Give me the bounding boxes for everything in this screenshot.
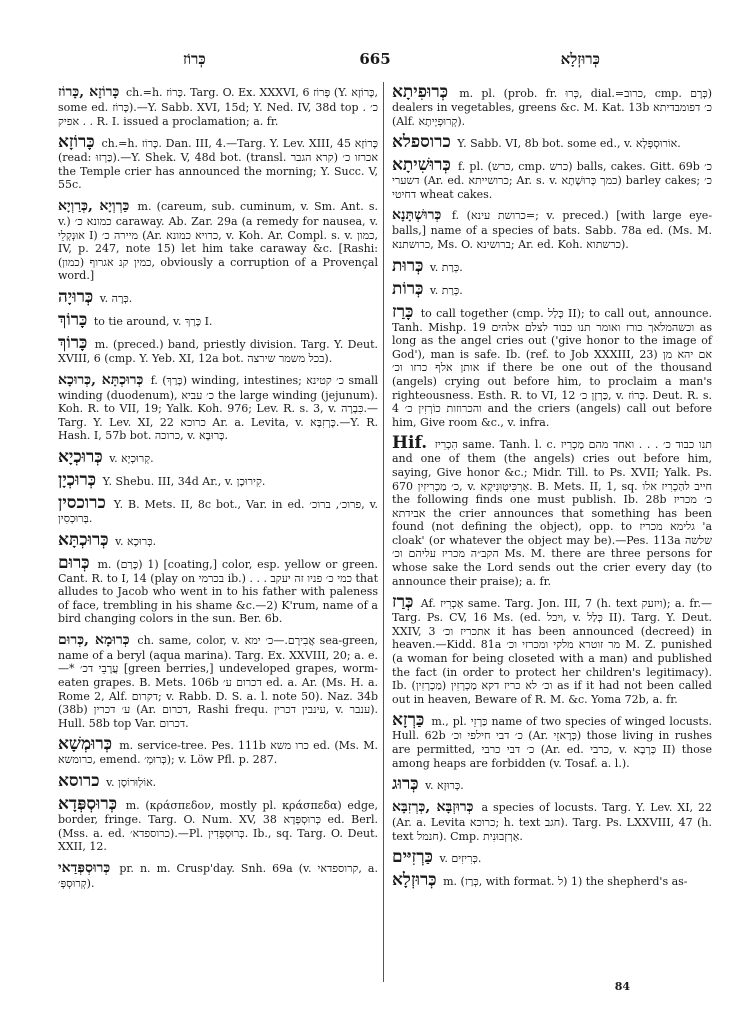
entry-headword: כְּרוּכְתָּא [58,529,109,550]
dictionary-entry [392,301,713,430]
entry-headword: כְּרוּג [392,774,419,795]
entry-headword: כָּרוֹךְ [58,332,88,353]
entry-headword: Hif. [392,433,428,454]
entry-definition: m. (preced.) band, priestly division. Targ. Y. Deut. XVIII, 6 (cmp. Y. Yeb. XI, 12a bot. בכל משמר שירצה). [58,337,378,365]
entry-definition: Y. Sabb. VI, 8b bot. some ed., v. אוֹרוּסְפְּלָא. [457,137,681,151]
entry-definition: a species of locusts. Targ. Y. Lev. XI, 22 (Ar. a. Levita כרוכא; h. text חגב). Targ. Ps. LXXVIII, 47 (h. text חנמל). Cmp. אַרְזְבוּנִית. [392,801,712,843]
signature-mark: 84 [614,980,630,993]
dictionary-entry [58,332,378,366]
entry-definition: v. קְרוּכְיָא. [109,451,154,465]
entry-definition: Y. Shebu. III, 34d Ar., v. קִירוּכָן. [102,474,266,488]
entry-definition: v. אוֹלְוּרוֹסָן. [106,776,157,790]
entry-definition: to tie around, v. כָּרַךְ I. [93,314,213,328]
dictionary-entry [392,278,712,299]
entry-definition: הִכְרִיז same. Tanh. l. c. תנו כבוד כ׳ . . . ואחד מהם מַכְרִיז and one of them (the angels) cries out before him, saying, Give honor &c.; Midr. Till. to Ps. XVII; Yalk. Ps. 670 כ׳ מַכְרִיזִין, v. אַרְכִּיטְוּנִיקָא. B. Mets. II, 1, sq. חייב להַכְרִיז אלו the following finds one must publish. Ib. 28b כ׳ מכריז אבידתא the crier announces that something has been found (not defining the object), opp. to גלימא מכריז 'a cloak' (or whatever the object may be).—Pes. 113a שלשה הקב״ה מכריז עליהם וכ׳ Ms. M. there are three persons for whose sake the Lord sends out the crier every day (to announce their praise); a. fr. [392,438,713,588]
right-column [392,84,712,895]
entry-definition: m. (כָּרַם) 1) [coating,] color, esp. yellow or green. Cant. R. to I, 14 (play on בכרמי ib.) . . . כמי כ׳ פניו זה יעקב that alludes to Jacob who went in to his father with paleness of face, trembling in his shame &c.—2) K'rum, name of a bird changing colors in the sun. Ber. 6b. [58,557,379,626]
entry-headword: כְּרוּם [58,552,90,573]
dictionary-entry [58,134,378,192]
dictionary-entry [58,286,378,307]
entry-headword: כְּרוּשִׁיתָא [392,155,451,176]
header-left-catchword: כְּרוֹז [183,50,206,68]
entry-definition: v. כְּרַת. [429,283,463,297]
entry-headword: כַּרְוְיָא ,כְּרַוְיָא [58,197,130,214]
left-column [58,84,378,896]
entry-headword: כְּרוּיָה [58,286,94,307]
dictionary-entry [392,594,712,706]
entry-definition: v. כְּרַת. [429,260,463,274]
entry-headword: כָּרוֹזָא [58,132,95,153]
entry-definition: ch. same, color, v. אֲבִירָם.—כ׳ ימא sea-green, name of a beryl (aqua marina). Targ. Ex. XXVIII, 20; a. e.—* עֲרָבֵי דכ׳ [green berries,] undeveloped grapes, worm-eaten grapes. B. Mets. 106b דכרום ע׳ ed. a. Ar. (Ms. H. a. Rome 2, Alf. דקרום; v. Rabb. D. S. a. l. note 50). Naz. 34b (38b) ע׳ דכרין (Ar. דכרום, Rashi frequ. עינבין דכרין, v. ענבר). Hull. 58b top Var. דכרום. [58,633,379,730]
entry-definition: v. כְּרָה. [99,291,133,305]
entry-definition: Y. B. Mets. II, 8c bot., Var. in ed. פרוכ׳, ברוכ׳, v. בְּרוּכְסִין. [58,497,379,525]
dictionary-entry [392,255,712,276]
dictionary-entry [58,309,378,330]
dictionary-entry [58,773,378,790]
entry-headword: כְּרוּמָא ,כְּרוּם [58,631,130,648]
entry-headword: כָּרַז [392,301,414,322]
entry-headword: כרוכסין [58,492,106,513]
entry-headword: כְּרוּמְשָׁא [58,734,113,755]
header-right-catchword: כְּרוּזְלָא [560,50,600,68]
dictionary-entry [58,492,379,526]
entry-definition: f. pl. (כרש, cmp. כרש) balls, cakes. Gitt. 69b כ׳ דשערי (Ar. ed. כרושייתא; Ar. s. v. כמך כְּרוּשָׁתָא) barley cakes; כ׳ דחיטי wheat cakes. [392,160,712,201]
entry-headword: כָּרוֹךְ [58,309,88,330]
entry-definition: m. (careum, sub. cuminum, v. Sm. Ant. s. v.) כמונא כ׳ caraway. Ab. Zar. 29a (a remedy for nausea, v. אוּנְקְלֵי I) מיירה כ׳ (Ar. כרויא כמונא, v. Koh. Ar. Compl. s. v. כמון, IV, p. 247, note 15) let him take caraway &c. [Rashi: (כמון) כמין קנ אגרוף, obviously a corruption of a Provençal word.] [58,199,379,283]
entry-headword: כָּרוֹזָא ,כָּרוֹז [58,84,120,100]
entry-definition: f. (כרושת עינא=; v. preced.) [with large eye-balls,] name of a species of bats. Sabb. 78a ed. (Ms. M. כרושתנא, Ms. O. ברושינא; Ar. ed. Koh. כרשתוא). [392,209,713,251]
entry-headword: כְּרַז [392,592,414,613]
entry-definition: ch.=h. כָּרוֹז. Dan. III, 4.—Targ. Y. Lev. XIII, 45 כָּרוֹזָא (read: כַּרְזוּ).—Y. Shek. V, 48d bot. (transl. קרא הגבר) אכרזו כ׳ the Temple crier has announced the morning; Y. Succ. V, 55c. [58,137,379,192]
dictionary-entry [58,198,378,283]
entry-definition: f. (כָּרַךְ) winding, intestines; כ׳ קטינא small winding (duodenum), כ׳ עביא the large winding (jejunum). Koh. R. to VII, 19; Yalk. Koh. 976; Lev. R. s. 3, v. כִּבְרָה.—Targ. Y. Lev. XI, 22 כרוכא Ar. a. Levita, v. כָּרְזִבָּא.—Y. R. Hash. I, 57b bot. כרוכה, v. כָּרוּבָא. [58,373,379,443]
dictionary-entry [58,372,378,443]
entry-definition: v. כְּרוּכָא. [115,534,157,548]
entry-headword: כְּרוּכְיָן [58,469,97,490]
entry-headword: כְּרוּסְפְּדַאי [58,859,111,876]
entry-headword: כַּרְזָא [392,710,425,731]
dictionary-entry [392,435,712,588]
dictionary-entry [58,632,378,731]
entry-headword: כְּרוּפִיתָא [392,82,448,102]
entry-headword: כַּרְזִיּים [392,847,433,868]
entry-headword: כְּרוֹת [392,278,424,299]
dictionary-entry [392,157,712,201]
column-divider [383,82,384,982]
dictionary-entry [392,799,712,843]
dictionary-entry [392,712,712,770]
dictionary-entry [392,776,712,793]
entry-headword: כרוספלא [392,132,451,153]
entry-headword: כְּרוּכְיָא [58,446,103,467]
dictionary-entry [392,207,712,251]
dictionary-entry [58,84,378,128]
dictionary-entry [392,872,712,889]
entry-definition: ch.=h. כָּרוֹז. Targ. O. Ex. XXXVI, 6 פְּרוֹז (Y. כָּרוֹזָא, some ed. כָּרוֹז).—Y. Sabb. XVI, 15d; Y. Ned. IV, 38d top כ׳ . . . אפיק R. I. issued a proclamation; a. fr. [58,86,378,128]
entry-headword: כְּרוּזְבָּא ,כְּרְזִבָּא [392,799,474,816]
entry-definition: v. כְּרוּזָא. [425,779,464,793]
entry-definition: m. service-tree. Pes. 111b כרו משא ed. (Ms. M. כרומשא, emend. כְּרוּמְ׳); v. Löw Pfl. p. 287. [58,739,378,767]
entry-definition: Af. אַכְרִיז same. Targ. Jon. III, 7 (h. text ויזעק); a. fr.—Targ. Ps. CV, 16 Ms. (ed. ויכל, v. כְּלַל II). Targ. Y. Deut. XXIV, 3 אתכריז וכ׳ it has been announced (decreed) in heaven.—Kidd. 81a מר זוטרא מלקי ומכרזי וכ׳ M. Z. punished (a woman for being closeted with a man) and published the fact (in order to protect her children's legitimacy). Ib. וכ׳ לא כריז דקא מַכְרְזִין (מַכְרְזִין) as if it had not been called out in heaven, Beware of R. M. &c. Yoma 72b, a. fr. [392,597,712,706]
dictionary-entry [58,736,378,767]
page-number: 665 [359,50,391,68]
entry-headword: כְּרוּשְׁתָּנָא [392,207,442,224]
entry-definition: m., pl. כַּרְזֵי name of two species of winged locusts. Hull. 62b כ׳ דבי חילפי וכ׳ (Ar. כְּרָאזֵי) those living in rushes are permitted, כ׳ דבי כרבי (Ar. ed. כרבי, v. כְּרָבָא II) those among heaps are forbidden (v. Tosaf. a. l.). [392,715,712,770]
entry-definition: pr. n. m. Crusp'day. Snh. 69a (v. קרוספדאי, a. קְרוּסְפְּ׳). [58,861,378,890]
entry-headword: כְּרוּסְפְּדָא [58,794,118,815]
entry-headword: כרוסא [58,771,100,792]
entry-definition: v. כְּרִיזִים. [439,852,482,866]
dictionary-entry [58,529,378,550]
entry-headword: כְּרוּכְתָּא ,כְּרוּכָא [58,371,144,388]
dictionary-entry [58,469,378,490]
entry-definition: m. (כְּרַז, with format. ל) 1) the shepherd's as- [443,875,688,889]
dictionary-entry [58,446,378,467]
entry-definition: m. pl. (prob. fr. כְּרוּ, dial.=כרוב, cmp. כְּרָם) dealers in vegetables, greens &c. M. Kat. 13b כ׳ דפומבדיתא (Alf. קְרוּפְיָיתָא). [392,87,713,128]
entry-definition: to call together (cmp. כָּלַל II); to call out, announce. Tanh. Mishp. 19 וכשהמלאך כורז ואומר תנו כבוד לצלם אלהים as long as the angel cries out ('give honor to the image of God'), man is safe. Ib. (ref. to Job XXXIII, 23) אם יהא מן אותן אלף כרזו וכ׳ if there be one out of the thousand (angels) crying out before him, to proclaim a man's righteousness. Esth. R. to VI, 12 כַּרְזָן כ׳, v. כָּרוֹז. Deut. R. s. 4 והכרוזות כוֹרְזִין כ׳ and the criers (angels) call out before him, Give room &c., v. infra. [392,306,713,429]
page-header [58,50,692,76]
dictionary-entry [58,860,378,891]
entry-headword: כְּרוּת [392,255,424,276]
dictionary-entry [58,552,379,626]
entry-definition: m. (κράσπεδον, mostly pl. κράσπεδα) edge, border, fringe. Targ. O. Num. XV, 38 כְּרוּסְפְּדָא ed. Berl. (Mss. a. ed. כרוספדא׳).—Pl. כְּרוּסְפְּדִין. Ib., sq. Targ. O. Deut. XXII, 12. [58,799,379,854]
dictionary-entry [392,849,712,866]
dictionary-entry [392,134,712,151]
entry-headword: כְּרוּזְלָא [392,870,437,891]
dictionary-entry [392,84,712,128]
dictionary-entry [58,796,378,854]
